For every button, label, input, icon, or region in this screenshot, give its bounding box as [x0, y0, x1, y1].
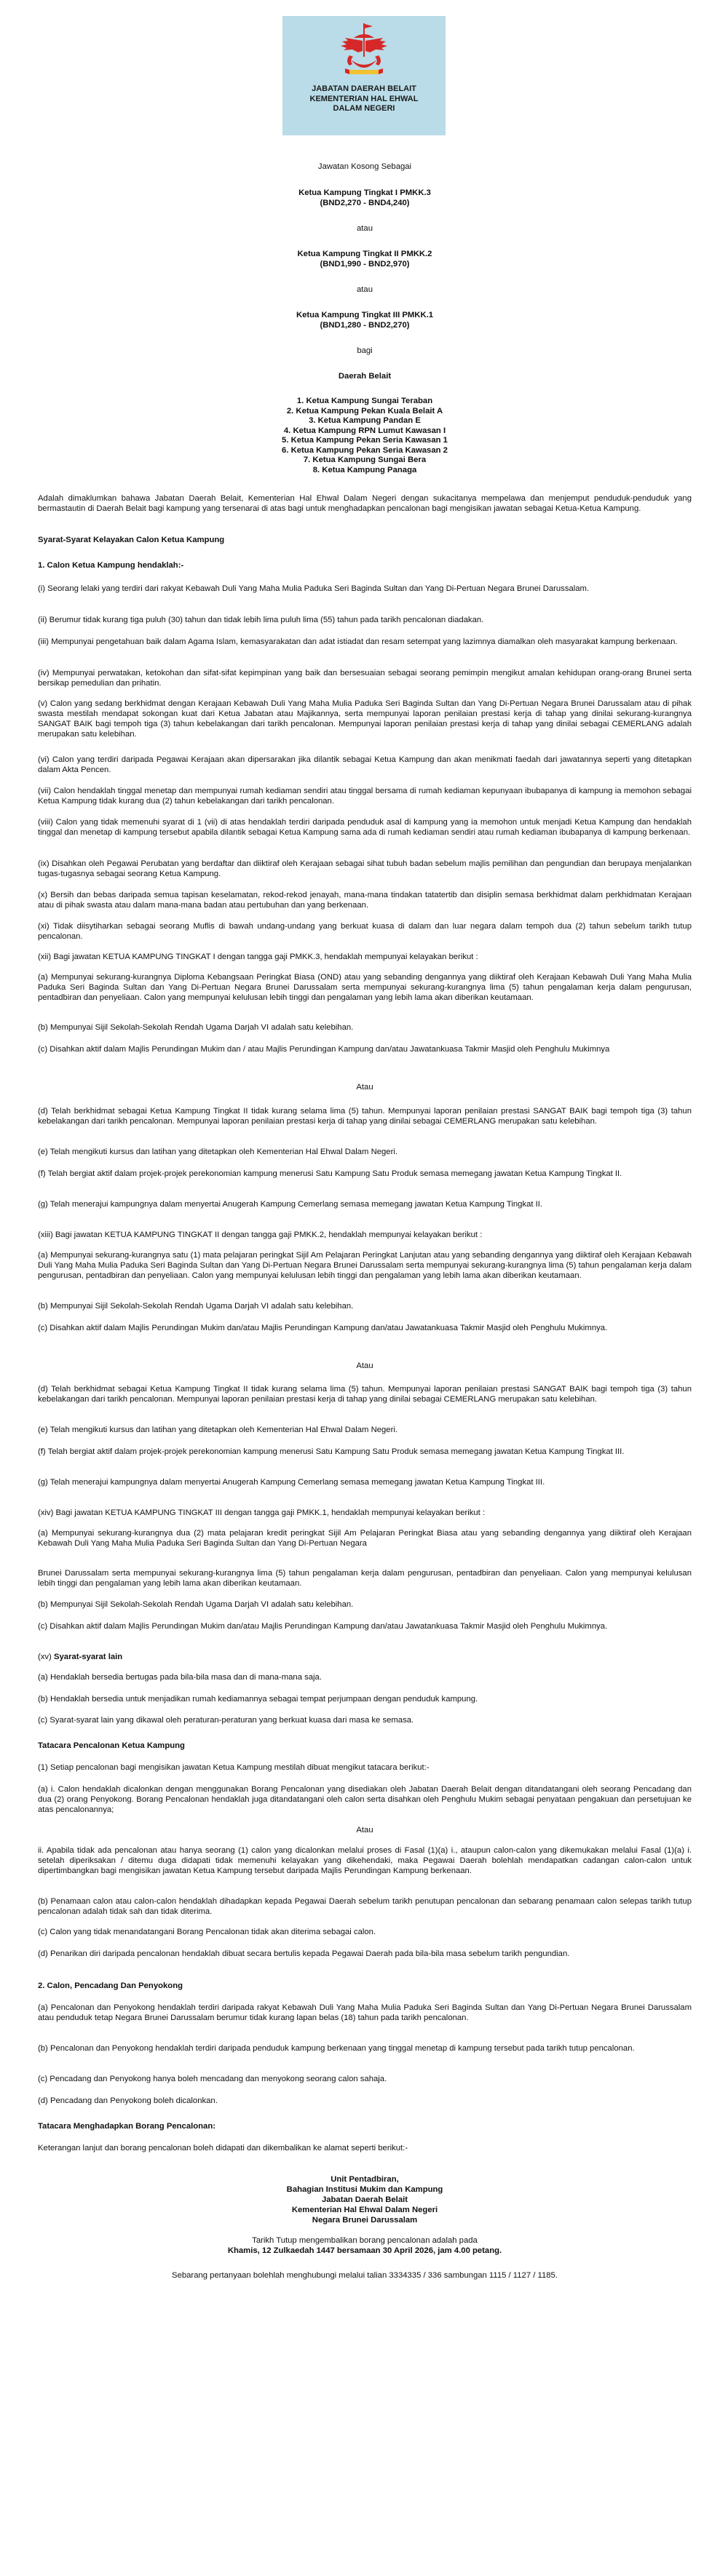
requirement-xii-d: (d) Telah berkhidmat sebagai Ketua Kampung Tingkat II tidak kurang selama lima (5) tahun. Mempunyai laporan penilaian prestasi SANGAT BAIK bagi tempoh tiga (3) tahun kebelakangan dari tarikh pencalonan. Mempunyai laporan penilaian prestasi kerja di tahap yang dinilai sebagai CEMERLANG merupakan satu kelebihan. [38, 1107, 692, 1126]
intro-paragraph: Adalah dimaklumkan bahawa Jabatan Daerah Belait, Kementerian Hal Ehwal Dalam Negeri dengan sukacitanya mempelawa dan menjemput penduduk-penduduk yang bermastautin di Daerah Belait bagi kampung yang tersenarai di atas bagi untuk menghadapkan pencalonan bagi mengisikan jawatan sebagai Ketua-Ketua Kampung. [38, 494, 692, 513]
requirement-xiv-a-continued: Brunei Darussalam serta mempunyai sekurang-kurangnya lima (5) tahun pengalaman kerja dalam pengurusan, pentadbiran dan penyeliaan. Calon yang mempunyai kelulusan lebih tinggi dan pengalaman yang lebih lama akan diberikan keutamaan. [38, 1569, 692, 1588]
village-item: 1. Ketua Kampung Sungai Teraban [296, 397, 433, 405]
requirement-xiii-e: (e) Telah mengikuti kursus dan latihan yang ditetapkan oleh Kementerian Hal Ehwal Dalam Negeri. [38, 1426, 397, 1434]
requirement-iii: (iii) Mempunyai pengetahuan baik dalam Agama Islam, kemasyarakatan dan adat istiadat dan resam setempat yang lazimnya diamalkan oleh masyarakat kampung berkenaan. [38, 637, 678, 646]
requirement-xii: (xii) Bagi jawatan KETUA KAMPUNG TINGKAT I dengan tangga gaji PMKK.3, hendaklah mempunyai kelayakan berikut : [38, 953, 478, 961]
requirement-i: (i) Seorang lelaki yang terdiri dari rakyat Kebawah Duli Yang Maha Mulia Paduka Seri Baginda Sultan dan Yang Di-Pertuan Negara Brunei Darussalam. [38, 584, 590, 593]
org-line-3: DALAM NEGERI [333, 104, 395, 113]
requirement-xiv: (xiv) Bagi jawatan KETUA KAMPUNG TINGKAT III dengan tangga gaji PMKK.1, hendaklah mempunyai kelayakan berikut : [38, 1508, 486, 1517]
address-block [38, 2174, 692, 2225]
requirement-xiii-b: (b) Mempunyai Sijil Sekolah-Sekolah Rendah Ugama Darjah VI adalah satu kelebihan. [38, 1302, 354, 1311]
procedure-a: (a) i. Calon hendaklah dicalonkan dengan menggunakan Borang Pencalonan yang disediakan oleh Jabatan Daerah Belait dengan ditandatangani oleh seorang Pencadang dan dua (2) orang Penyokong. Borang Pencalonan hendaklah juga ditandatangani oleh calon serta disahkan oleh Penghulu Mukim sebagai penyataan pengakuan dan persetujuan ke atas pencalonannya; [38, 1785, 692, 1814]
requirement-xv-number: (xv) [38, 1653, 54, 1661]
submission-text: Keterangan lanjut dan borang pencalonan boleh didapati dan dikembalikan ke alamat seperti berikut:- [38, 2144, 408, 2152]
contact-info: Sebarang pertanyaan bolehlah menghubungi melalui talian 3334335 / 336 sambungan 1115 / 1127 / 1185. [172, 2271, 558, 2280]
candidates-b: (b) Pencalonan dan Penyokong hendaklah terdiri daripada penduduk kampung berkenaan yang tinggal menetap di kampung tersebut pada tarikh tutup pencalonan. [38, 2044, 635, 2053]
village-item: 2. Ketua Kampung Pekan Kuala Belait A [286, 406, 443, 416]
requirement-xiv-a: (a) Mempunyai sekurang-kurangnya dua (2) mata pelajaran kredit peringkat Sijil Am Pelajaran Peringkat Biasa atau yang sebanding dengannya yang diiktiraf oleh Kerajaan Kebawah Duli Yang Maha Mulia Paduka Seri Baginda Sultan dan Yang Di-Pertuan Negara [38, 1529, 692, 1548]
requirement-xv-b: (b) Hendaklah bersedia untuk menjadikan rumah kediamannya sebagai tempat perjumpaan dengan penduduk kampung. [38, 1695, 478, 1704]
procedure-a-ii: ii. Apabila tidak ada pencalonan atau hanya seorang (1) calon yang dicalonkan melalui proses di Fasal (1)(a) i., ataupun calon-calon yang dikemukakan melalui Fasal (1)(a) i. setelah diperiksakan / ditemu duga didapati tidak memenuhi kelayakan yang dikehendaki, maka Pegawai Daerah bolehlah mendapatkan cadangan calon-calon untuk dipertimbangkan bagi mengisikan jawatan Ketua Kampung tersebut daripada Majlis Perundingan Kampung berkenaan. [38, 1846, 692, 1875]
post1-salary: (BND2,270 - BND4,240) [320, 199, 410, 207]
village-item: 6. Ketua Kampung Pekan Seria Kawasan 2 [282, 445, 448, 455]
or-2: atau [357, 285, 373, 294]
village-list [38, 397, 692, 475]
requirement-viii: (viii) Calon yang tidak memenuhi syarat di 1 (vii) di atas hendaklah terdiri daripada penduduk asal di kampung yang ia memohon untuk menjadi Ketua Kampung dan hendaklah tinggal dan menetap di kampung tersebut apabila dilantik sebagai Ketua Kampung sama ada di rumah kediaman sendiri atau rumah kediaman ibubapanya di kampung berkenaan. [38, 818, 692, 837]
section-candidates: 2. Calon, Pencadang Dan Penyokong [38, 1981, 183, 1990]
procedure-b: (b) Penamaan calon atau calon-calon hendaklah dihadapkan kepada Pegawai Daerah sebelum tarikh penutupan pencalonan dan sebarang penamaan calon selepas tarikh tutup pencalonan adalah tidak sah dan tidak diterima. [38, 1897, 692, 1916]
requirement-x: (x) Bersih dan bebas daripada semua tapisan keselamatan, rekod-rekod jenayah, mana-mana tindakan tatatertib dan disiplin semasa berkhidmat dalam perkhidmatan Kerajaan atau di pihak swasta atau dalam mana-mana badan atau pertubuhan dan yang berkenaan. [38, 891, 692, 910]
requirement-v: (v) Calon yang sedang berkhidmat dengan Kerajaan Kebawah Duli Yang Maha Mulia Paduka Seri Baginda Sultan dan Yang Di-Pertuan Negara Brunei Darussalam atau di pihak swasta mestilah mendapat sokongan kuat dari Ketua Jabatan atau Majikannya, serta mempunyai laporan penilaian prestasi kerja di tahap yang dinilai sekurang-kurangnya SANGAT BAIK bagi tempoh tiga (3) tahun kebelakangan dari tarikh pencalonan. Mempunyai laporan penilaian prestasi kerja di tahap yang dinilai sebagai CEMERLANG adalah merupakan satu kelebihan. [38, 699, 692, 739]
requirement-xiii-a: (a) Mempunyai sekurang-kurangnya satu (1) mata pelajaran peringkat Sijil Am Pelajaran Peringkat Lanjutan atau yang sebanding dengannya yang diiktiraf oleh Kerajaan Kebawah Duli Yang Maha Mulia Paduka Seri Baginda Sultan dan Yang Di-Pertuan Negara Brunei Darussalam serta mempunyai sekurang-kurangnya lima (5) tahun pengalaman kerja dalam pengurusan, pentadbiran dan penyeliaan. Calon yang mempunyai kelulusan lebih tinggi dan pengalaman yang lebih lama akan diberikan keutamaan. [38, 1251, 692, 1280]
requirement-xiii-d: (d) Telah berkhidmat sebagai Ketua Kampung Tingkat II tidak kurang selama lima (5) tahun. Mempunyai laporan penilaian prestasi SANGAT BAIK bagi tempoh tiga (3) tahun kebelakangan dari tarikh pencalonan. Mempunyai laporan penilaian prestasi kerja di tahap yang dinilai sebagai CEMERLANG merupakan satu kelebihan. [38, 1385, 692, 1404]
candidates-d: (d) Pencadang dan Penyokong boleh dicalonkan. [38, 2096, 218, 2105]
section-submission: Tatacara Menghadapkan Borang Pencalonan: [38, 2122, 215, 2131]
village-item: 8. Ketua Kampung Panaga [312, 465, 417, 474]
requirement-xii-b: (b) Mempunyai Sijil Sekolah-Sekolah Rendah Ugama Darjah VI adalah satu kelebihan. [38, 1023, 354, 1032]
requirement-xiii-g: (g) Telah menerajui kampungnya dalam menyertai Anugerah Kampung Cemerlang semasa memegang jawatan Ketua Kampung Tingkat III. [38, 1478, 545, 1487]
candidates-c: (c) Pencadang dan Penyokong hanya boleh mencadang dan menyokong seorang calon sahaja. [38, 2075, 387, 2083]
requirement-xiii-f: (f) Telah bergiat aktif dalam projek-projek perekonomian kampung menerusi Satu Kampung Satu Produk semasa memegang jawatan Ketua Kampung Tingkat III. [38, 1447, 625, 1456]
requirement-xii-a: (a) Mempunyai sekurang-kurangnya Diploma Kebangsaan Peringkat Biasa (OND) atau yang sebanding dengannya yang diiktiraf oleh Kerajaan Kebawah Duli Yang Maha Mulia Paduka Seri Baginda Sultan dan Yang Di-Pertuan Negara Brunei Darussalam serta mempunyai sekurang-kurangnya lima (5) tahun pengalaman kerja dalam pengurusan, pentadbiran dan penyeliaan. Calon yang mempunyai kelulusan lebih tinggi dan pengalaman yang lebih lama akan diberikan keutamaan. [38, 973, 692, 1002]
procedure-d: (d) Penarikan diri daripada pencalonan hendaklah dibuat secara bertulis kepada Pegawai Daerah pada bila-bila masa sebelum tarikh pengundian. [38, 1949, 570, 1958]
requirement-heading: 1. Calon Ketua Kampung hendaklah:- [38, 561, 184, 570]
procedure-c: (c) Calon yang tidak menandatangani Borang Pencalonan tidak akan diterima sebagai calon. [38, 1928, 376, 1936]
post1-title: Ketua Kampung Tingkat I PMKK.3 [298, 188, 431, 197]
department-logo [282, 16, 446, 135]
requirement-xv-a: (a) Hendaklah bersedia bertugas pada bila-bila masa dan di mana-mana saja. [38, 1673, 322, 1682]
brunei-crest-icon [335, 22, 393, 80]
closing-date: Khamis, 12 Zulkaedah 1447 bersamaan 30 April 2026, jam 4.00 petang. [227, 2246, 502, 2255]
section-procedure: Tatacara Pencalonan Ketua Kampung [38, 1741, 185, 1750]
org-line-1: JABATAN DAERAH BELAIT [312, 84, 416, 93]
requirement-iv: (iv) Mempunyai perwatakan, ketokohan dan sifat-sifat kepimpinan yang baik dan bersesuaian sebagai seorang pemimpin mengikut amalan kehidupan orang-orang Brunei serta bersikap pemedulian dan prihatin. [38, 669, 692, 688]
requirement-xiv-c: (c) Disahkan aktif dalam Majlis Perundingan Mukim dan/atau Majlis Perundingan Kampung dan/atau Jawatankuasa Takmir Masjid oleh Penghulu Mukimnya. [38, 1622, 608, 1631]
address-line: Bahagian Institusi Mukim dan Kampung [286, 2185, 443, 2194]
procedure-1: (1) Setiap pencalonan bagi mengisikan jawatan Ketua Kampung mestilah dibuat mengikut tatacara berikut:- [38, 1763, 430, 1772]
requirement-xv-title: Syarat-syarat lain [53, 1653, 123, 1661]
requirement-xii-c: (c) Disahkan aktif dalam Majlis Perundingan Mukim dan / atau Majlis Perundingan Kampung dan/atau Jawatankuasa Takmir Masjid oleh Penghulu Mukimnya [38, 1045, 610, 1054]
requirement-xii-f: (f) Telah bergiat aktif dalam projek-projek perekonomian kampung menerusi Satu Kampung Satu Produk semasa memegang jawatan Ketua Kampung Tingkat II. [38, 1169, 622, 1178]
candidates-a: (a) Pencalonan dan Penyokong hendaklah terdiri daripada rakyat Kebawah Duli Yang Maha Mulia Paduka Seri Baginda Sultan dan Yang Di-Pertuan Negara Brunei Darussalam atau penduduk tetap Negara Brunei Darussalam berumur tidak kurang lapan belas (18) tahun pada tarikh pencalonan. [38, 2003, 692, 2022]
post3-title: Ketua Kampung Tingkat III PMKK.1 [296, 311, 434, 319]
village-item: 3. Ketua Kampung Pandan E [309, 416, 421, 425]
for-label: bagi [357, 346, 373, 355]
post2-title: Ketua Kampung Tingkat II PMKK.2 [297, 250, 432, 258]
atau-separator: Atau [356, 1826, 373, 1834]
atau-separator: Atau [356, 1083, 373, 1092]
village-item: 4. Ketua Kampung RPN Lumut Kawasan I [283, 426, 446, 435]
closing-date-label: Tarikh Tutup mengembalikan borang pencalonan adalah pada [252, 2236, 478, 2245]
requirement-xiii-c: (c) Disahkan aktif dalam Majlis Perundingan Mukim dan/atau Majlis Perundingan Kampung dan/atau Jawatankuasa Takmir Masjid oleh Penghulu Mukimnya. [38, 1324, 608, 1332]
post3-salary: (BND1,280 - BND2,270) [320, 321, 410, 330]
address-line: Jabatan Daerah Belait [321, 2195, 408, 2204]
requirement-ix: (ix) Disahkan oleh Pegawai Perubatan yang berdaftar dan diiktiraf oleh Kerajaan sebagai sihat tubuh badan sebelum majlis pemilihan dan pengundian dan berupaya menjalankan tugas-tugasnya sebagai seorang Ketua Kampung. [38, 859, 692, 878]
requirement-vii: (vii) Calon hendaklah tinggal menetap dan mempunyai rumah kediaman sendiri atau tinggal bersama di rumah kediaman kepunyaan ibubapanya di kampung ia memohon sebagai Ketua Kampung tidak kurang dua (2) tahun kebelakangan dari tarikh pencalonan. [38, 787, 692, 806]
address-line: Negara Brunei Darussalam [312, 2216, 418, 2225]
requirement-vi: (vi) Calon yang terdiri daripada Pegawai Kerajaan akan dipersarakan jika dilantik sebagai Ketua Kampung dan akan menikmati faedah dari jawatannya seperti yang ditetapkan dalam Akta Pencen. [38, 755, 692, 774]
village-item: 7. Ketua Kampung Sungai Bera [303, 456, 427, 464]
vacancy-title: Jawatan Kosong Sebagai [317, 162, 412, 171]
or-1: atau [357, 224, 373, 233]
requirement-xi: (xi) Tidak diisytiharkan sebagai seorang Muflis di bawah undang-undang yang berkuat kuasa di dalam dan luar negara dalam tempoh dua (2) tahun sebelum tarikh tutup pencalonan. [38, 922, 692, 941]
address-line: Unit Pentadbiran, [331, 2175, 399, 2184]
requirement-xiii: (xiii) Bagi jawatan KETUA KAMPUNG TINGKAT II dengan tangga gaji PMKK.2, hendaklah mempunyai kelayakan berikut : [38, 1231, 483, 1239]
atau-separator: Atau [356, 1361, 373, 1370]
requirement-xii-e: (e) Telah mengikuti kursus dan latihan yang ditetapkan oleh Kementerian Hal Ehwal Dalam Negeri. [38, 1148, 397, 1156]
district-title: Daerah Belait [338, 372, 392, 381]
requirement-xv-c: (c) Syarat-syarat lain yang dikawal oleh peraturan-peraturan yang berkuat kuasa dari masa ke semasa. [38, 1716, 414, 1725]
requirement-xiv-b: (b) Mempunyai Sijil Sekolah-Sekolah Rendah Ugama Darjah VI adalah satu kelebihan. [38, 1600, 354, 1609]
post2-salary: (BND1,990 - BND2,970) [320, 260, 410, 269]
section-requirements: Syarat-Syarat Kelayakan Calon Ketua Kampung [38, 536, 225, 544]
address-line: Kementerian Hal Ehwal Dalam Negeri [291, 2206, 438, 2214]
requirement-xv [38, 1652, 692, 1662]
requirement-xii-g: (g) Telah menerajui kampungnya dalam menyertai Anugerah Kampung Cemerlang semasa memegang jawatan Ketua Kampung Tingkat II. [38, 1200, 543, 1209]
requirement-ii: (ii) Berumur tidak kurang tiga puluh (30) tahun dan tidak lebih lima puluh lima (55) tahun pada tarikh pencalonan diadakan. [38, 616, 484, 624]
logo-caption [282, 84, 446, 114]
village-item: 5. Ketua Kampung Pekan Seria Kawasan 1 [282, 436, 448, 445]
org-line-2: KEMENTERIAN HAL EHWAL [309, 94, 419, 103]
